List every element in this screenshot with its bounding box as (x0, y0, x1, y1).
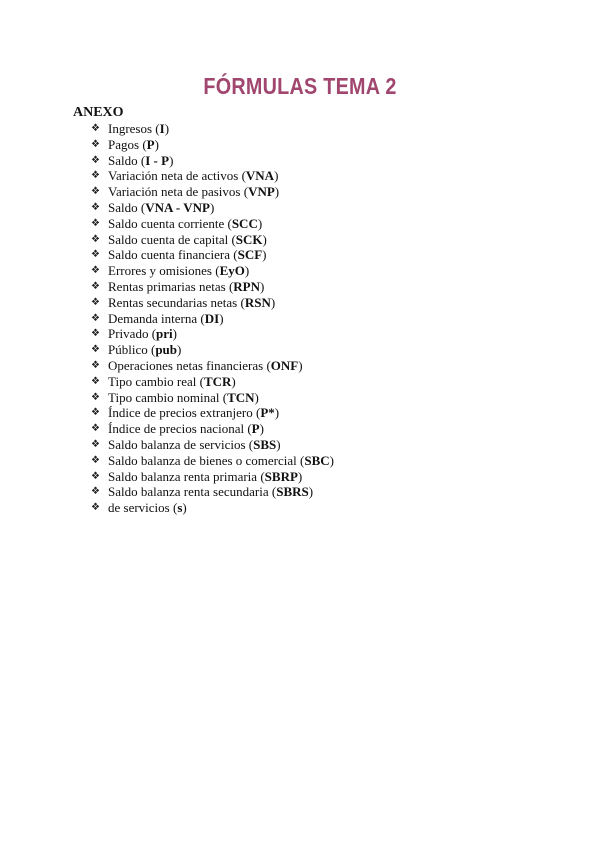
diamond-bullet-icon: ❖ (91, 186, 100, 198)
diamond-bullet-icon: ❖ (91, 359, 100, 371)
item-abbreviation: EyO (219, 263, 245, 279)
diamond-bullet-icon: ❖ (91, 312, 100, 324)
list-item (91, 358, 334, 374)
list-item (91, 184, 334, 200)
close-paren: ) (244, 263, 250, 279)
close-paren: ) (259, 421, 264, 437)
diamond-bullet-icon: ❖ (91, 438, 100, 450)
diamond-bullet-icon: ❖ (91, 470, 100, 482)
item-label: Saldo balanza renta primaria (108, 468, 258, 484)
item-label: Público (108, 342, 148, 358)
item-label: Saldo cuenta financiera (108, 247, 230, 263)
item-label: Variación neta de pasivos (108, 184, 241, 200)
item-abbreviation: VNA (245, 168, 275, 184)
close-paren: ) (177, 342, 182, 358)
item-label: Errores y omisiones (108, 263, 212, 279)
list-item (91, 216, 334, 232)
close-paren: ) (262, 231, 267, 247)
close-paren: ) (262, 247, 267, 263)
item-abbreviation: SCF (237, 247, 263, 263)
diamond-bullet-icon: ❖ (91, 249, 100, 261)
list-item (91, 469, 334, 485)
close-paren: ) (231, 373, 236, 389)
close-paren: ) (329, 452, 335, 468)
list-item (91, 232, 334, 248)
close-paren: ) (257, 215, 263, 231)
list-item (91, 405, 334, 421)
item-label: Índice de precios nacional (108, 421, 245, 437)
close-paren: ) (274, 405, 280, 421)
item-abbreviation: TCN (227, 389, 255, 405)
item-abbreviation: SCC (231, 215, 258, 231)
open-paren: ( (245, 436, 254, 452)
item-label: Ingresos (108, 121, 153, 136)
list-item (91, 200, 334, 216)
diamond-bullet-icon: ❖ (91, 454, 100, 466)
item-label: Tipo cambio real (108, 373, 197, 389)
item-abbreviation: RSN (244, 294, 271, 310)
close-paren: ) (297, 468, 303, 484)
diamond-bullet-icon: ❖ (91, 170, 100, 182)
open-paren: ( (238, 168, 246, 184)
close-paren: ) (254, 389, 259, 405)
diamond-bullet-icon: ❖ (91, 423, 100, 435)
item-label: Rentas primarias netas (108, 278, 226, 294)
diamond-bullet-icon: ❖ (91, 123, 100, 134)
item-abbreviation: TCR (203, 373, 232, 389)
list-item (91, 247, 334, 263)
item-abbreviation: DI (204, 310, 220, 326)
list-item (91, 500, 334, 516)
diamond-bullet-icon: ❖ (91, 233, 100, 245)
item-abbreviation: P* (260, 405, 275, 421)
item-label: Saldo cuenta corriente (108, 215, 225, 231)
list-item (91, 374, 334, 390)
open-paren: ( (152, 121, 160, 136)
list-item (91, 390, 334, 406)
diamond-bullet-icon: ❖ (91, 265, 100, 277)
close-paren: ) (169, 152, 174, 168)
open-paren: ( (139, 136, 147, 152)
close-paren: ) (172, 326, 178, 342)
list-item (91, 453, 334, 469)
close-paren: ) (209, 199, 215, 215)
diamond-bullet-icon: ❖ (91, 296, 100, 308)
diamond-bullet-icon: ❖ (91, 138, 100, 150)
list-item (91, 121, 334, 137)
list-item (91, 437, 334, 453)
formula-abbreviation-list (91, 121, 334, 516)
close-paren: ) (276, 436, 281, 452)
open-paren: ( (237, 294, 245, 310)
list-item (91, 484, 334, 500)
diamond-bullet-icon: ❖ (91, 328, 100, 340)
item-abbreviation: pub (155, 342, 178, 358)
item-label: Saldo balanza de servicios (108, 436, 246, 452)
diamond-bullet-icon: ❖ (91, 154, 100, 166)
item-abbreviation: pri (156, 326, 173, 342)
item-abbreviation: SBRP (264, 468, 298, 484)
close-paren: ) (164, 121, 170, 136)
diamond-bullet-icon: ❖ (91, 407, 100, 419)
open-paren: ( (197, 310, 205, 326)
list-item (91, 279, 334, 295)
item-label: Saldo (108, 199, 138, 215)
item-label: Operaciones netas financieras (108, 357, 264, 373)
item-abbreviation: ONF (270, 357, 299, 373)
list-item (91, 326, 334, 342)
item-label: Privado (108, 326, 149, 342)
diamond-bullet-icon: ❖ (91, 201, 100, 213)
close-paren: ) (154, 136, 159, 152)
open-paren: ( (240, 184, 249, 200)
close-paren: ) (219, 310, 224, 326)
open-paren: ( (211, 263, 220, 279)
close-paren: ) (260, 278, 265, 294)
item-abbreviation: I - P (145, 152, 170, 168)
item-abbreviation: s (177, 500, 183, 516)
open-paren: ( (137, 199, 146, 215)
item-label: Demanda interna (108, 310, 198, 326)
list-item (91, 311, 334, 327)
diamond-bullet-icon: ❖ (91, 486, 100, 498)
open-paren: ( (268, 484, 277, 500)
open-paren: ( (196, 373, 204, 389)
diamond-bullet-icon: ❖ (91, 280, 100, 292)
open-paren: ( (230, 247, 238, 263)
close-paren: ) (182, 500, 187, 516)
open-paren: ( (224, 215, 232, 231)
list-item (91, 168, 334, 184)
open-paren: ( (219, 389, 228, 405)
diamond-bullet-icon: ❖ (91, 391, 100, 403)
open-paren: ( (147, 342, 156, 358)
item-label: Saldo balanza renta secundaria (108, 484, 269, 500)
item-abbreviation: SBRS (276, 484, 309, 500)
section-heading-anexo: ANEXO (73, 105, 124, 120)
open-paren: ( (244, 421, 252, 437)
open-paren: ( (225, 278, 234, 294)
item-label: Variación neta de activos (108, 168, 239, 184)
open-paren: ( (263, 357, 271, 373)
diamond-bullet-icon: ❖ (91, 502, 100, 514)
list-item (91, 421, 334, 437)
item-abbreviation: VNA - VNP (145, 199, 210, 215)
close-paren: ) (270, 294, 276, 310)
item-abbreviation: SCK (235, 231, 263, 247)
list-item (91, 153, 334, 169)
open-paren: ( (252, 405, 261, 421)
open-paren: ( (137, 152, 146, 168)
close-paren: ) (274, 168, 279, 184)
open-paren: ( (228, 231, 236, 247)
open-paren: ( (296, 452, 305, 468)
open-paren: ( (148, 326, 157, 342)
list-item (91, 295, 334, 311)
diamond-bullet-icon: ❖ (91, 375, 100, 387)
diamond-bullet-icon: ❖ (91, 217, 100, 229)
diamond-bullet-icon: ❖ (91, 344, 100, 356)
list-item (91, 137, 334, 153)
item-abbreviation: P (146, 136, 155, 152)
open-paren: ( (257, 468, 265, 484)
close-paren: ) (274, 184, 280, 200)
item-abbreviation: SBC (304, 452, 330, 468)
item-abbreviation: SBS (253, 436, 277, 452)
item-label: Tipo cambio nominal (108, 389, 220, 405)
item-abbreviation: I (159, 121, 165, 136)
item-label: Pagos (108, 136, 140, 152)
item-label: de servicios (108, 500, 170, 516)
item-label: Saldo cuenta de capital (108, 231, 229, 247)
item-label: Saldo balanza de bienes o comercial (108, 452, 297, 468)
item-label: Rentas secundarias netas (108, 294, 238, 310)
close-paren: ) (308, 484, 314, 500)
item-abbreviation: RPN (233, 278, 260, 294)
item-label: Índice de precios extranjero (108, 405, 253, 421)
list-item (91, 263, 334, 279)
close-paren: ) (298, 357, 303, 373)
page-title: FÓRMULAS TEMA 2 (203, 73, 397, 99)
item-label: Saldo (108, 152, 138, 168)
open-paren: ( (169, 500, 178, 516)
list-item (91, 342, 334, 358)
item-abbreviation: P (251, 421, 260, 437)
item-abbreviation: VNP (248, 184, 275, 200)
